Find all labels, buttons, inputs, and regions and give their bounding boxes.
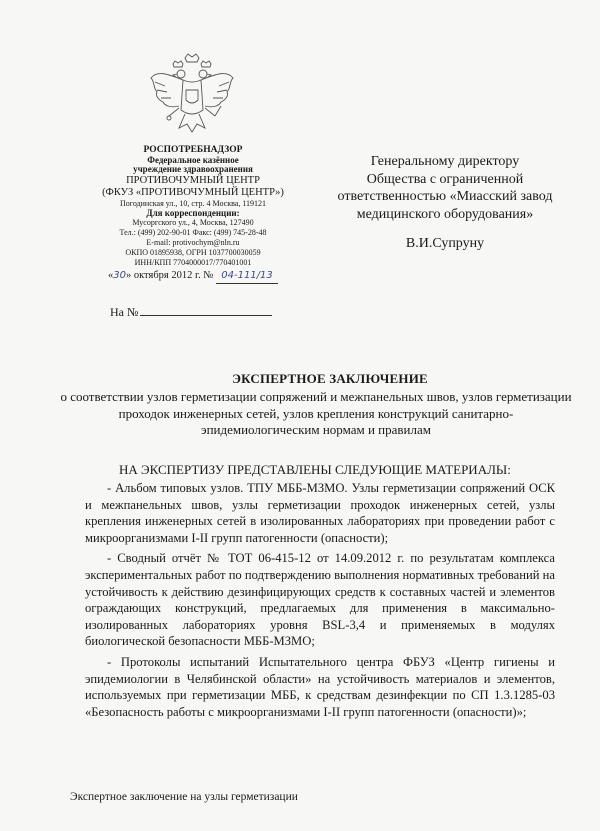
correspondence-label: Для корреспонденции: [146,207,240,218]
inn-kpp: ИНН/КПП 7704000017/770401001 [134,258,252,268]
okpo-ogrn: ОКПО 01895938, ОГРН 1037700030059 [125,248,261,258]
materials-list [85,480,555,724]
org-type-line-1: Федеральное казённое [147,154,239,165]
date-month-year: » октября 2012 г. № [125,270,214,282]
date-day-handwritten: 30 [113,270,126,282]
document-title: ЭКСПЕРТНОЕ ЗАКЛЮЧЕНИЕ [232,371,428,386]
addressee-line-4: медицинского оборудования» [356,206,534,222]
addressee-line-3: ответственностью «Миасский завод [337,189,553,204]
material-item-2: - Сводный отчёт № ТОТ 06-415-12 от 14.09.2012 г. по результатам комплекса экспериментальных работ по подтверждению выполнения нормативных требований на устойчивость к действию дезинфицирующих средств к составных частей и элементов ограждающих конструкций, предлагаемых для применения в максимально-изолированных лабораториях уровня BSL-3,4 и применяемых в модулях биологической безопасности МББ-МЗМО; [85,551,555,649]
material-item-1: - Альбом типовых узлов. ТПУ МББ-МЗМО. Узлы герметизации сопряжений ОСК и межпанельных швов, узлы герметизации проходок инженерных сетей, узлы крепления инженерных сетей в изолированных лабораториях при проведении работ с микроорганизмами I-II групп патогенности (опасности); [85,481,555,545]
addressee-line-2: Общества с ограниченной [366,171,524,187]
page-footer: Экспертное заключение на узлы герметизации [70,791,298,803]
coat-of-arms-emblem [143,52,241,142]
agency-name: РОСПОТРЕБНАДЗОР [143,145,243,155]
email: E-mail: protivochym@nln.ru [146,238,240,248]
materials-heading: НА ЭКСПЕРТИЗУ ПРЕДСТАВЛЕНЫ СЛЕДУЮЩИЕ МАТЕРИАЛЫ: [119,462,511,477]
phone-fax: Тел.: (499) 202-90-01 Факс: (499) 745-28-48 [119,228,267,238]
document-subtitle: о соответствии узлов герметизации сопряжений и межпанельных швов, узлов герметизации проходок инженерных сетей, узлов крепления конструкций санитарно-эпидемиологическим нормам и правилам [60,389,572,437]
org-name-line-1: ПРОТИВОЧУМНЫЙ ЦЕНТР [126,174,260,186]
addressee-block [300,153,590,223]
letterhead [78,146,308,284]
date-quote-open: « [107,270,114,282]
reply-label: На № [110,305,139,319]
reply-reference [110,304,272,320]
correspondence-address: Мусоргского ул., 4, Москва, 127490 [132,218,254,228]
addressee-line-1: Генеральному директору [370,154,520,169]
addressee-name: В.И.Супруну [405,236,485,251]
material-item-3: - Протоколы испытаний Испытательного центра ФБУЗ «Центр гигиены и эпидемиологии в Челябинской области» на устойчивость материалов и элементов, используемых при герметизации МББ, к средствам дезинфекции по СП 1.3.1285-03 «Безопасность работы с микроорганизмами I-II групп патогенности (опасности)»; [85,654,555,719]
org-name-line-2: (ФКУЗ «ПРОТИВОЧУМНЫЙ ЦЕНТР») [102,186,284,198]
document-date [78,269,308,284]
org-address: Погодинская ул., 10, стр. 4 Москва, 119121 [119,198,267,208]
org-type-line-2: учреждение здравоохранения [133,164,253,175]
document-number-handwritten: 04-111/13 [216,269,278,284]
reply-number-blank [140,304,272,316]
